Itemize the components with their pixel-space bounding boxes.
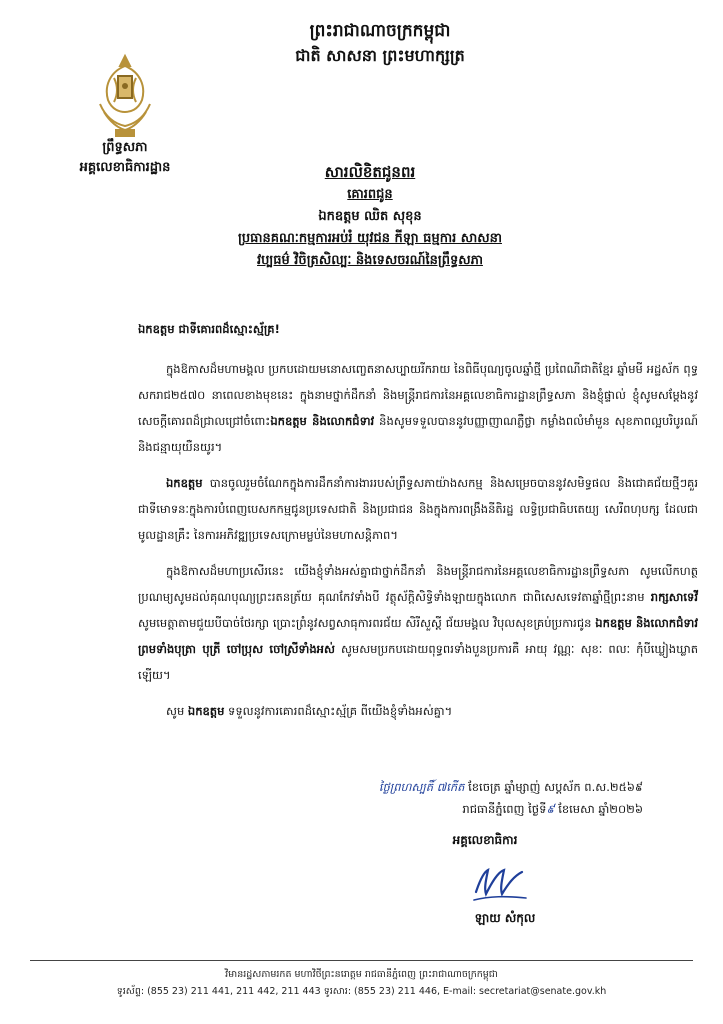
signer-name: ឡាយ សំកុល: [474, 911, 536, 925]
letter-title: សារលិខិតជូនពរ: [324, 163, 416, 181]
closing-text-b: ឯកឧត្តម: [187, 704, 225, 718]
lunar-date: [303, 776, 643, 798]
letter-heading: [150, 160, 590, 272]
solar-date: [303, 798, 643, 820]
p1-text-b: ឯកឧត្តម និងលោកជំទាវ: [270, 414, 375, 428]
footer-divider: [30, 960, 693, 961]
p3-text-c: សូមមេត្តាតាមជួយបីបាច់ថែរក្សា ប្រោះព្រំនូវសព្វសាធុការពរជ័យ សិរីសួស្តី ជ័យមង្គល វិបុលសុខគ្រប់ប្រការជូន: [138, 616, 596, 630]
department-name: អគ្គលេខាធិការដ្ឋាន: [79, 160, 171, 175]
footer-address: វិមានរដ្ឋសភាមរកត មហាវិថីព្រះនរោត្តម រាជធានីភ្នំពេញ ព្រះរាជាណាចក្រកម្ពុជា: [225, 969, 498, 980]
footer-contacts: ទូរស័ព្ទ: (855 23) 211 441, 211 442, 211 443 ទូរសារ: (855 23) 211 446, E-mail: secretariat@senate.gov.kh: [116, 986, 607, 997]
institution-name: ព្រឹទ្ធសភា: [102, 140, 148, 155]
p3-text-e: សូមសមប្រកបដោយពុទ្ធពរទាំងបួនប្រការគឺ អាយុ វណ្ណៈ សុខៈ ពលៈ កុំបីឃ្លៀងឃ្លាតឡើយ។: [138, 642, 698, 682]
letter-body: [138, 316, 698, 734]
kingdom-title: ព្រះរាជាណាចក្រកម្ពុជា: [309, 21, 451, 41]
recipient-position-2: វប្បធម៌ វិចិត្រសិល្បៈ និងទេសចរណ៍នៃព្រឹទ្ធសភា: [257, 253, 483, 268]
solar-date-handwritten: ៩: [546, 802, 555, 816]
footer: [30, 966, 693, 1000]
p3-text-a: ក្នុងឱកាសដ៏មហាប្រសើរនេះ យើងខ្ញុំទាំងអស់គ្នាជាថ្នាក់ដឹកនាំ និងមន្ត្រីរាជការនៃអគ្គលេខាធិការដ្ឋានព្រឹទ្ធសភា សូមលើកហត្ថប្រណម្យសូមដល់គុណបុណ្យព្រះរតនត្រ័យ គុណកែវទាំងបី វត្ថុស័ក្តិសិទ្ធិទាំងឡាយក្នុងលោក ជាពិសេសទេវតាឆ្នាំថ្មីព្រះនាម: [138, 564, 698, 604]
lunar-date-handwritten: ថ្ងៃព្រហស្បតិ៍ ៧កើត: [378, 780, 465, 794]
senate-emblem-icon: [90, 52, 160, 138]
national-motto: ជាតិ សាសនា ព្រះមហាក្សត្រ: [295, 46, 465, 65]
closing-text-c: ទទួលនូវការគោរពដ៏ស្មោះស្ម័គ្រ ពីយើងខ្ញុំទាំងអស់គ្នា។: [224, 704, 453, 718]
lunar-date-rest: ខែចេត្រ ឆ្នាំម្សាញ់ សប្តស័ក ព.ស.២៥៦៩: [464, 780, 643, 794]
p2-text-a: ឯកឧត្តម: [166, 476, 203, 490]
signer-title: អគ្គលេខាធិការ: [452, 833, 518, 847]
p3-text-b: រាក្សសាទេវី: [650, 590, 698, 604]
paragraph-1: [138, 356, 698, 460]
recipient-position-1: ប្រធានគណៈកម្មការអប់រំ យុវជន កីឡា ធម្មការ សាសនា: [238, 231, 502, 246]
respect-line: គោរពជូន: [347, 187, 393, 202]
solar-date-b: ខែមេសា ឆ្នាំ២០២៦: [554, 802, 643, 816]
paragraph-3: [138, 558, 698, 688]
recipient-name: ឯកឧត្តម ឈិត សុខុន: [318, 209, 422, 224]
date-block: [303, 776, 643, 820]
p1-text-a: ក្នុងឱកាសដ៏មហាមង្គល ប្រកបដោយមនោសញ្ចេតនាសប្បាយរីករាយ នៃពិធីបុណ្យចូលឆ្នាំថ្មី ប្រពៃណីជាតិខ្មែរ ឆ្នាំមមី អដ្ឋស័ក ពុទ្ធសករាជ២៥៧០ នាពេលខាងមុខនេះ ក្នុងនាមថ្នាក់ដឹកនាំ និងមន្ត្រីរាជការនៃអគ្គលេខាធិការដ្ឋានព្រឹទ្ធសភា និងខ្ញុំផ្ទាល់ ខ្ញុំសូមសម្តែងនូវសេចក្តីគោរពដ៏ជ្រាលជ្រៅចំពោះ: [138, 362, 698, 428]
p1-text-c: និងសូមទទួលបាននូវបញ្ញាញាណភ្លឺថ្លា កម្លាំងពលំមាំមួន សុខភាពល្អបរិបូរណ៍ និងជន្មាយុយឺនយូរ។: [138, 414, 698, 454]
closing-text-a: សូម: [166, 704, 188, 718]
solar-date-a: រាជធានីភ្នំពេញ ថ្ងៃទី: [462, 802, 547, 816]
p2-text-b: បានចូលរួមចំណែកក្នុងការដឹកនាំការងាររបស់ព្រឹទ្ធសភាយ៉ាងសកម្ម និងសម្រេចបាននូវសមិទ្ធផល និងជោគជ័យថ្មីៗគួរជាទីមោទនៈក្នុងការបំពេញបេសកកម្មជូនប្រទេសជាតិ និងប្រជាជន និងក្នុងការពង្រឹងនីតិរដ្ឋ លទ្ធិប្រជាធិបតេយ្យ សេរីពហុបក្ស ដែលជាមូលដ្ឋានគ្រឹះ នៃការអភិវឌ្ឍប្រទេសក្រោមម្លប់នៃមហាសន្តិភាព។: [138, 476, 698, 542]
paragraph-2: [138, 470, 698, 548]
p3-text-d: ឯកឧត្តម និងលោកជំទាវ ព្រមទាំងបុត្រា បុត្រី ចៅប្រុស ចៅស្រីទាំងអស់: [138, 616, 698, 656]
handwritten-signature: [470, 862, 530, 906]
closing-line: [138, 698, 698, 724]
salutation: ឯកឧត្តម ជាទីគោរពដ៏ស្មោះស្ម័គ្រ!: [138, 322, 280, 336]
kingdom-header: [240, 18, 520, 68]
